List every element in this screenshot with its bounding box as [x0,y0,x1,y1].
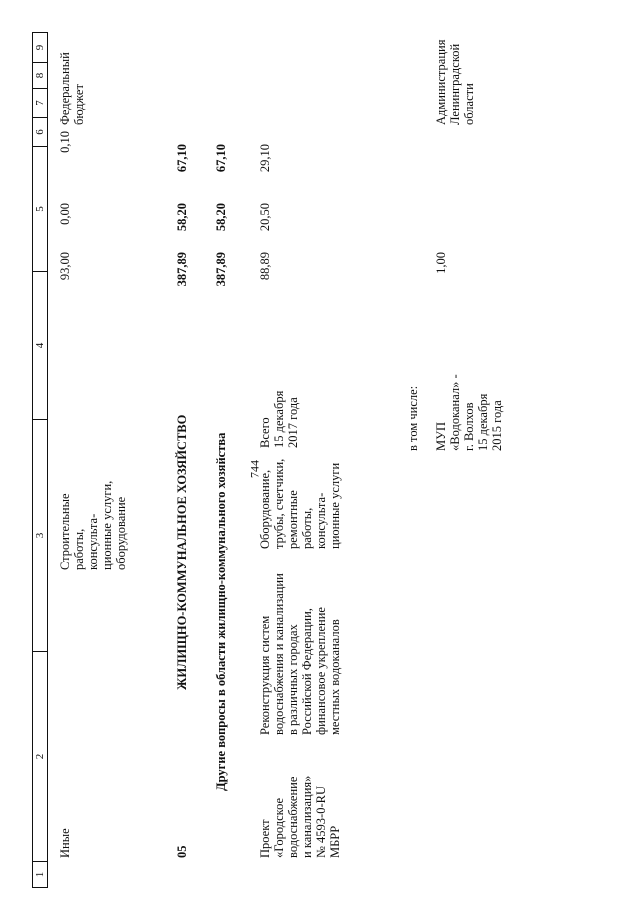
section-title: ЖИЛИЩНО-КОММУНАЛЬНОЕ ХОЗЯЙСТВО [175,414,189,690]
header-col-5: 5 [33,147,47,272]
row-other-col8: 0,10 [58,131,72,153]
row-other-col7: 0,00 [58,203,72,225]
subsection-col7: 58,20 [214,203,228,232]
subsection-title: Другие вопросы в области жилищно-коммунального хозяйства [214,432,228,791]
section-col6: 387,89 [175,252,189,287]
project-col5: Всего 15 декабря 2017 года [258,390,300,448]
header-col-4: 4 [33,272,47,420]
header-col-2: 2 [33,652,47,862]
subsection-col8: 67,10 [214,144,228,173]
section-col7: 58,20 [175,203,189,232]
project-col2: Проект «Городское водоснабжение и канализация» № 4593-0-RU МБРР [258,775,342,858]
project-col7: 20,50 [258,203,272,232]
including-col9: Администрация Ленинградской области [434,39,476,125]
header-col-7: 7 [33,89,47,118]
section-col8: 67,10 [175,144,189,173]
row-other-col9: Федеральный бюджет [58,52,86,125]
header-col-8: 8 [33,63,47,89]
including-label: в том числе: [406,385,420,451]
project-col3: Реконструкция систем водоснабжения и канализации в различных городах Российской Федерации, финансовое укрепление местных водоканалов [258,573,342,735]
header-col-3: 3 [33,420,47,652]
rotated-table [32,32,627,888]
project-col8: 29,10 [258,144,272,173]
including-col5: МУП «Водоканал» - г. Волхов 15 декабря 2015 года [434,374,504,451]
row-other-col4: Строительные работы, консульта- ционные услуги, оборудование [58,480,128,570]
header-col-1: 1 [34,871,46,878]
page-number: 744 [247,460,262,478]
header-col-6: 6 [33,118,47,147]
row-other-col6: 93,00 [58,252,72,281]
project-col4: Оборудование, трубы, счетчики, ремонтные работы, консульта- ционные услуги [258,458,342,549]
subsection-col6: 387,89 [214,252,228,287]
row-other-name: Иные [58,828,72,858]
project-col6: 88,89 [258,252,272,281]
section-code: 05 [175,845,189,858]
including-col6: 1,00 [434,252,448,274]
table-header-row [32,32,48,888]
header-col-9: 9 [33,33,47,63]
